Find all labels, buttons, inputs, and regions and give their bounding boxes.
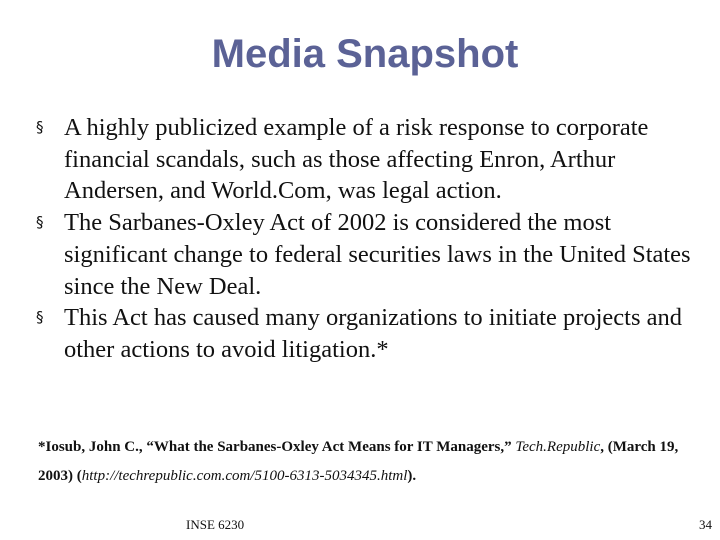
footnote-publication: Tech.Republic	[515, 439, 601, 455]
footer-course-code: INSE 6230	[186, 517, 245, 532]
bullet-list	[34, 112, 704, 366]
footnote-author-title: *Iosub, John C., “What the Sarbanes-Oxley Act Means for IT Managers,”	[38, 439, 516, 455]
footer-slide-number: 34	[699, 517, 712, 532]
bullet-square-icon: §	[36, 213, 44, 232]
footnote-date: , (March 19, 2003) (	[38, 439, 679, 484]
bullet-text: The Sarbanes-Oxley Act of 2002 is considered the most significant change to federal securities laws in the United States since the New Deal.	[64, 209, 691, 300]
footnote-url[interactable]: http://techrepublic.com.com/5100-6313-5034345.html	[81, 468, 408, 484]
bullet-item	[34, 207, 704, 302]
bullet-square-icon: §	[36, 308, 44, 327]
bullet-item	[34, 302, 704, 365]
slide-title: Media Snapshot	[211, 32, 519, 76]
footnote-close: ).	[407, 468, 417, 484]
bullet-text: A highly publicized example of a risk response to corporate financial scandals, such as those affecting Enron, Arthur Andersen, and World.Com, was legal action.	[64, 114, 649, 205]
bullet-text: This Act has caused many organizations to initiate projects and other actions to avoid litigation.*	[64, 304, 683, 363]
bullet-item	[34, 112, 704, 207]
footnote-citation	[38, 433, 703, 491]
bullet-square-icon: §	[36, 118, 44, 136]
